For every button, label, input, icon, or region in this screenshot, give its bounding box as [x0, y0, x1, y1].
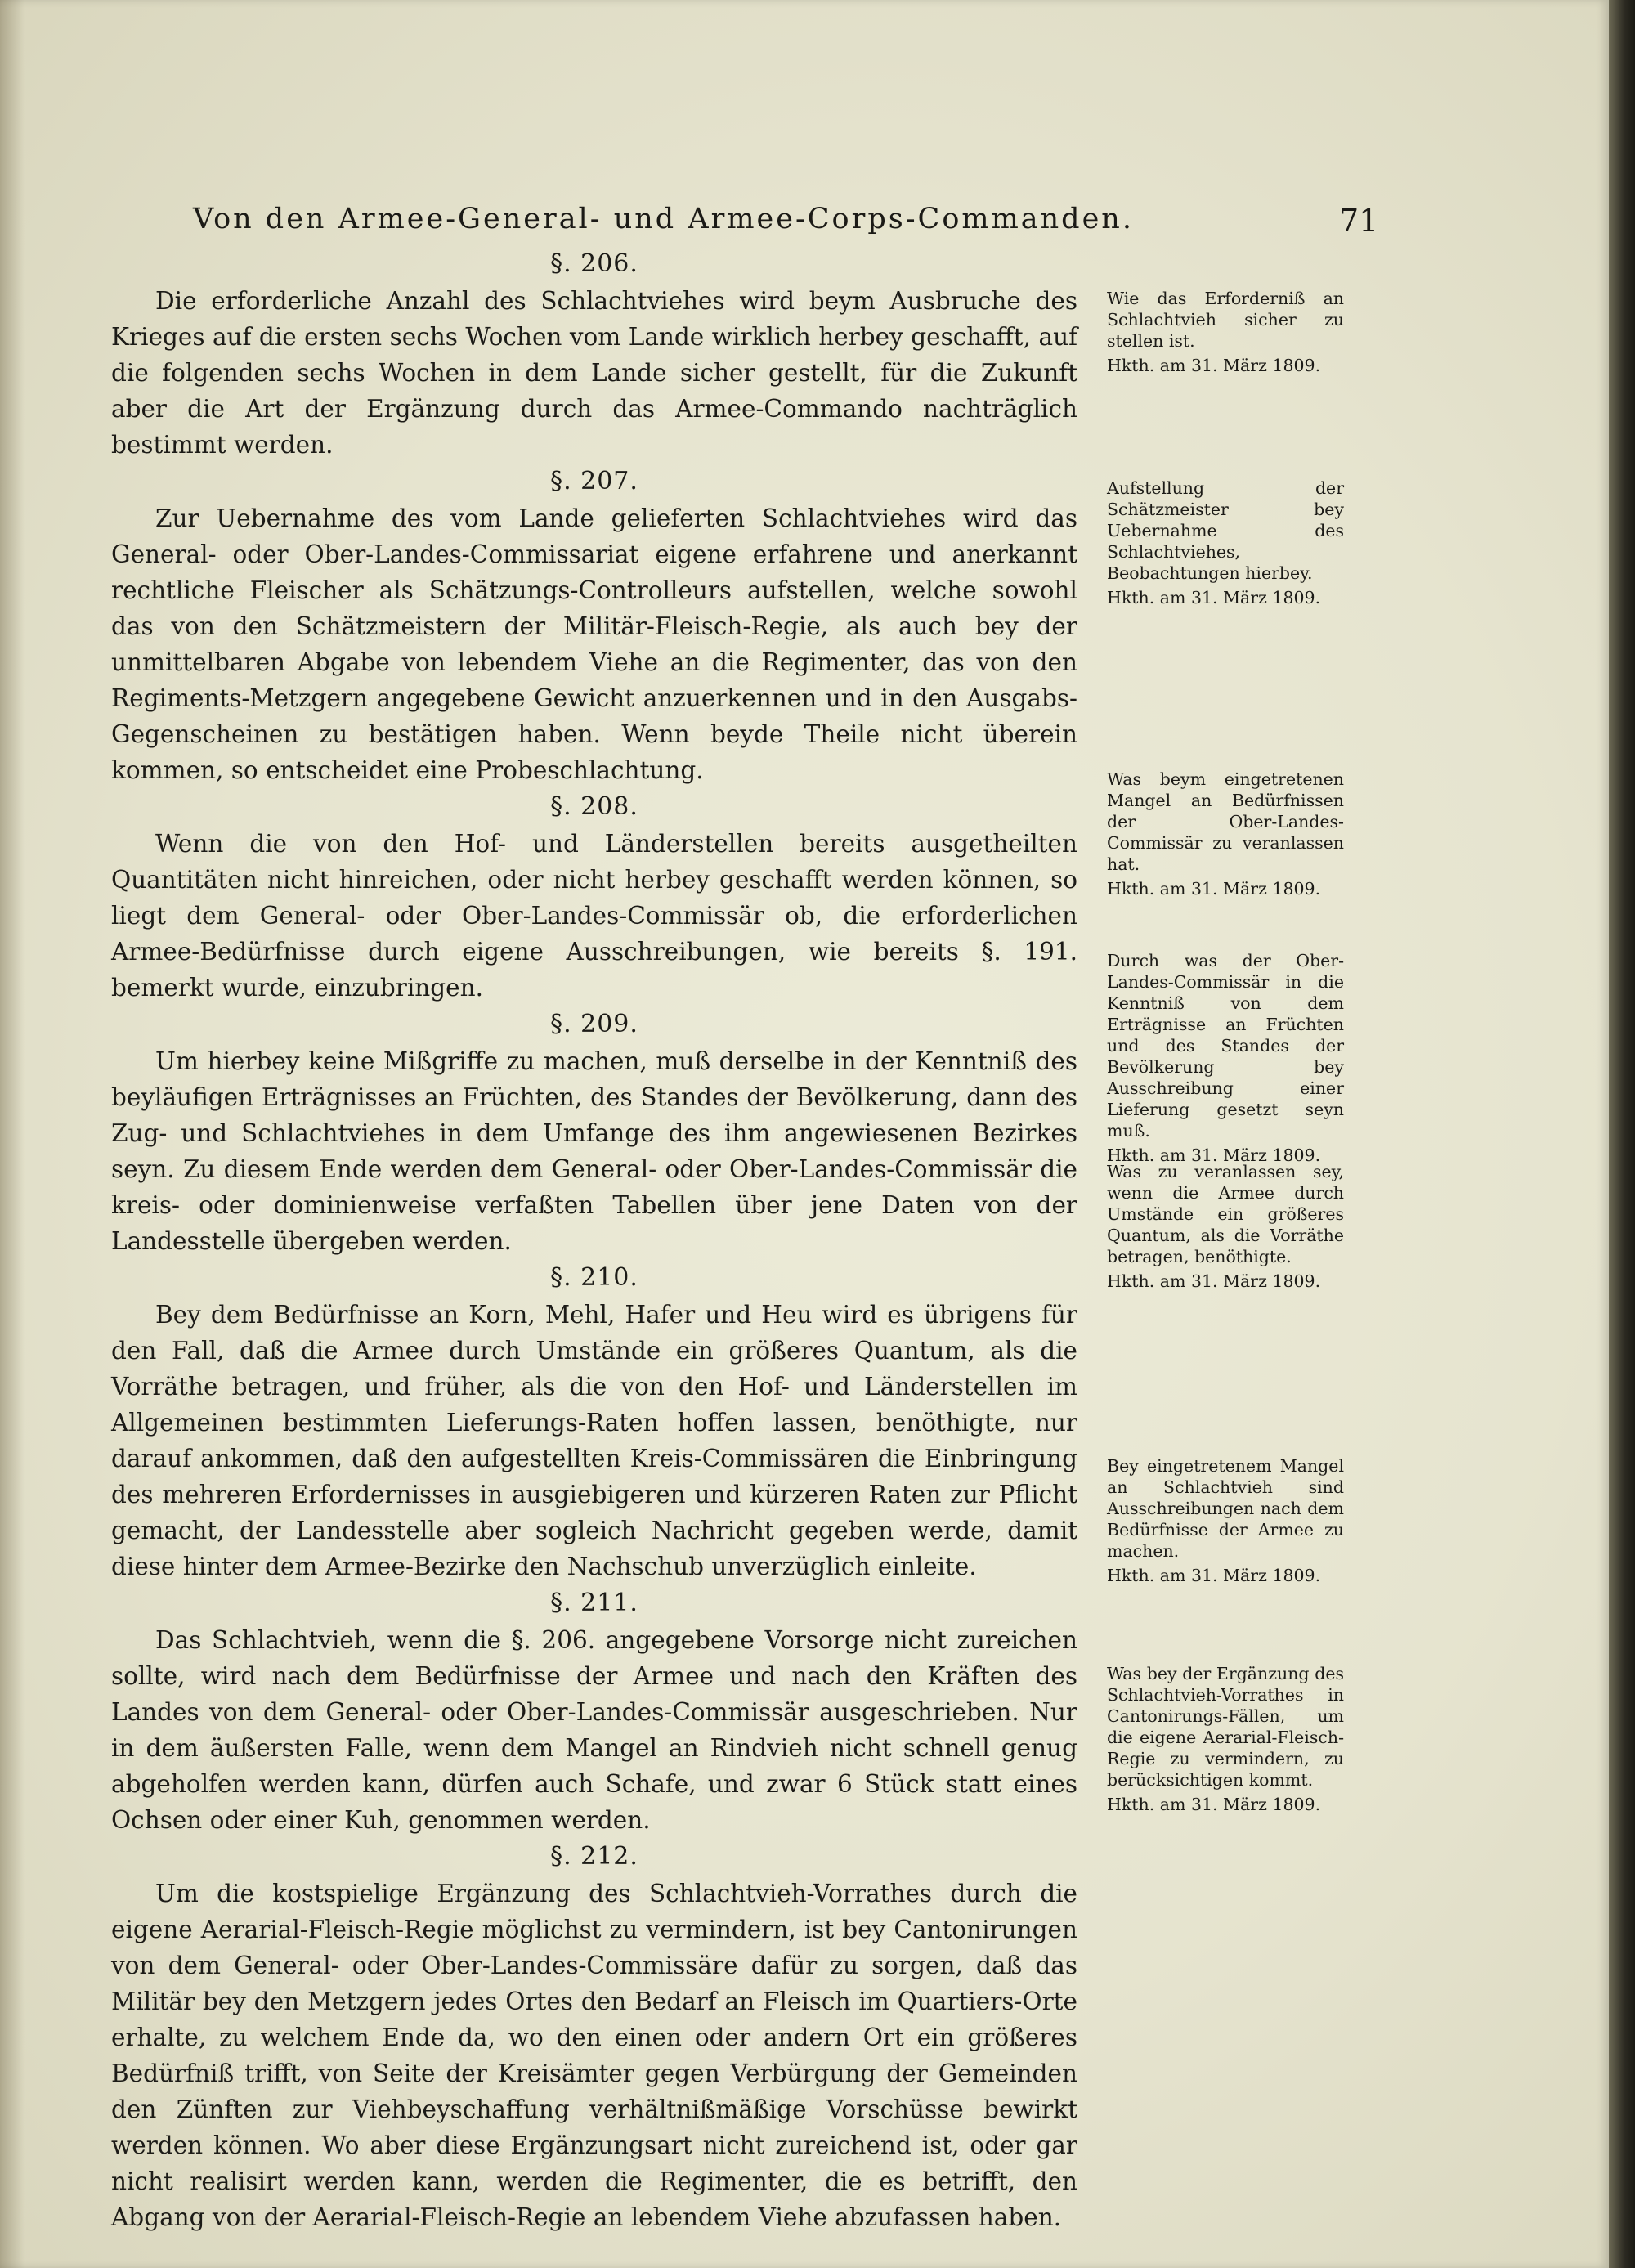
- margin-note-reference: Hkth. am 31. März 1809.: [1107, 1566, 1321, 1585]
- margin-note-reference: Hkth. am 31. März 1809.: [1107, 1145, 1321, 1165]
- section-title-206: §. 206.: [550, 249, 638, 278]
- section-text-212: Um die kostspielige Ergänzung des Schlachtvieh-Vorrathes durch die eigene Aerarial-Fleisch-Regie möglichst zu vermindern, ist bey Cantonirungen von dem General- oder Ober-Landes-Commissäre dafür zu sorgen, daß das Militär bey den Metzgern jedes Ortes den Bedarf an Fleisch im Quartiers-Orte erhalte, zu welchem Ende da, wo den einen oder andern Ort ein größeres Bedürfniß trifft, von Seite der Kreisämter gegen Verbürgung der Gemeinden den Zünften zur Viehbeyschaffung verhältnißmäßige Vorschüsse bewirkt werden können. Wo aber diese Ergänzungsart nicht zureichend ist, oder gar nicht realisirt werden kann, werden die Regimenter, die es betrifft, den Abgang von der Aerarial-Fleisch-Regie an lebendem Viehe abzufassen haben.: [111, 1880, 1077, 2231]
- section-title-212: §. 212.: [550, 1842, 638, 1871]
- margin-note-208: [1107, 769, 1344, 899]
- margin-note-207: [1107, 477, 1344, 608]
- margin-note-text: Bey eingetretenem Mangel an Schlachtvieh sind Ausschreibungen nach dem Bedürfnisse der Armee zu machen.: [1107, 1456, 1344, 1561]
- page-number: 71: [1339, 203, 1379, 239]
- margin-note-reference: Hkth. am 31. März 1809.: [1107, 879, 1321, 899]
- margin-note-211: [1107, 1455, 1344, 1586]
- section-text-211: Das Schlachtvieh, wenn die §. 206. angegebene Vorsorge nicht zureichen sollte, wird nach dem Bedürfnisse der Armee und nach den Kräften des Landes von dem General- oder Ober-Landes-Commissär ausgeschrieben. Nur in dem äußersten Falle, wenn dem Mangel an Rindvieh nicht schnell genug abgeholfen werden kann, dürfen auch Schafe, und zwar 6 Stück statt eines Ochsen oder einer Kuh, genommen werden.: [111, 1626, 1077, 1834]
- section-text-209: Um hierbey keine Mißgriffe zu machen, muß derselbe in der Kenntniß des beyläufigen Erträgnisses an Früchten, des Standes der Bevölkerung, dann des Zug- und Schlachtviehes in dem Umfange des ihm angewiesenen Bezirkes seyn. Zu diesem Ende werden dem General- oder Ober-Landes-Commissär die kreis- oder dominienweise verfaßten Tabellen über jene Daten von der Landesstelle übergeben werden.: [111, 1047, 1077, 1255]
- margin-note-206: [1107, 288, 1344, 376]
- section-title-211: §. 211.: [550, 1589, 638, 1617]
- margin-note-209: [1107, 950, 1344, 1166]
- main-text-column: [111, 245, 1077, 2235]
- section-title-208: §. 208.: [550, 792, 638, 821]
- margin-note-text: Aufstellung der Schätzmeister bey Uebernahme des Schlachtviehes, Beobachtungen hierbey.: [1107, 478, 1344, 583]
- section-text-210: Bey dem Bedürfnisse an Korn, Mehl, Hafer und Heu wird es übrigens für den Fall, daß die Armee durch Umstände ein größeres Quantum, als die Vorräthe betragen, und früher, als die von den Hof- und Länderstellen im Allgemeinen bestimmten Lieferungs-Raten hoffen lassen, benöthigte, nur darauf ankommen, daß den aufgestellten Kreis-Commissären die Einbringung des mehreren Erfordernisses in ausgiebigeren und kürzeren Raten zur Pflicht gemacht, der Landesstelle aber sogleich Nachricht gegeben werde, damit diese hinter dem Armee-Bezirke den Nachschub unverzüglich einleite.: [111, 1301, 1077, 1580]
- page-gutter-shadow: [0, 0, 25, 2268]
- section-title-210: §. 210.: [550, 1263, 638, 1292]
- running-header: Von den Armee-General- und Armee-Corps-Commanden.: [193, 203, 1134, 235]
- margin-note-212: [1107, 1663, 1344, 1815]
- margin-note-text: Durch was der Ober-Landes-Commissär in die Kenntniß von dem Erträgnisse an Früchten und des Standes der Bevölkerung bey Ausschreibung einer Lieferung gesetzt seyn muß.: [1107, 951, 1344, 1141]
- margin-note-reference: Hkth. am 31. März 1809.: [1107, 1271, 1321, 1291]
- margin-note-reference: Hkth. am 31. März 1809.: [1107, 1795, 1321, 1814]
- margin-note-reference: Hkth. am 31. März 1809.: [1107, 588, 1321, 607]
- section-text-207: Zur Uebernahme des vom Lande gelieferten Schlachtviehes wird das General- oder Ober-Landes-Commissariat eigene erfahrene und anerkannt rechtliche Fleischer als Schätzungs-Controlleurs aufstellen, welche sowohl das von den Schätzmeistern der Militär-Fleisch-Regie, als auch bey der unmittelbaren Abgabe von lebendem Viehe an die Regimenter, das von den Regiments-Metzgern angegebene Gewicht anzuerkennen und in den Ausgabs-Gegenscheinen zu bestätigen haben. Wenn beyde Theile nicht überein kommen, so entscheidet eine Probeschlachtung.: [111, 504, 1077, 784]
- section-title-209: §. 209.: [550, 1010, 638, 1038]
- margin-note-210: [1107, 1161, 1344, 1292]
- margin-note-reference: Hkth. am 31. März 1809.: [1107, 356, 1321, 375]
- section-title-207: §. 207.: [550, 467, 638, 495]
- margin-note-text: Was beym eingetretenen Mangel an Bedürfnissen der Ober-Landes-Commissär zu veranlassen hat.: [1107, 769, 1344, 874]
- page-edge: [1609, 0, 1635, 2268]
- margin-note-text: Was bey der Ergänzung des Schlachtvieh-Vorrathes in Cantonirungs-Fällen, um die eigene Aerarial-Fleisch-Regie zu vermindern, zu berücksichtigen kommt.: [1107, 1664, 1344, 1790]
- section-text-206: Die erforderliche Anzahl des Schlachtviehes wird beym Ausbruche des Krieges auf die ersten sechs Wochen vom Lande wirklich herbey geschafft, auf die folgenden sechs Wochen in dem Lande sicher gestellt, für die Zukunft aber die Art der Ergänzung durch das Armee-Commando nachträglich bestimmt werden.: [111, 287, 1077, 459]
- margin-note-text: Was zu veranlassen sey, wenn die Armee durch Umstände ein größeres Quantum, als die Vorräthe betragen, benöthigte.: [1107, 1162, 1344, 1266]
- margin-note-text: Wie das Erforderniß an Schlachtvieh sicher zu stellen ist.: [1107, 289, 1344, 351]
- section-text-208: Wenn die von den Hof- und Länderstellen bereits ausgetheilten Quantitäten nicht hinreichen, oder nicht herbey geschafft werden können, so liegt dem General- oder Ober-Landes-Commissär ob, die erforderlichen Armee-Bedürfnisse durch eigene Ausschreibungen, wie bereits §. 191. bemerkt wurde, einzubringen.: [111, 830, 1077, 1002]
